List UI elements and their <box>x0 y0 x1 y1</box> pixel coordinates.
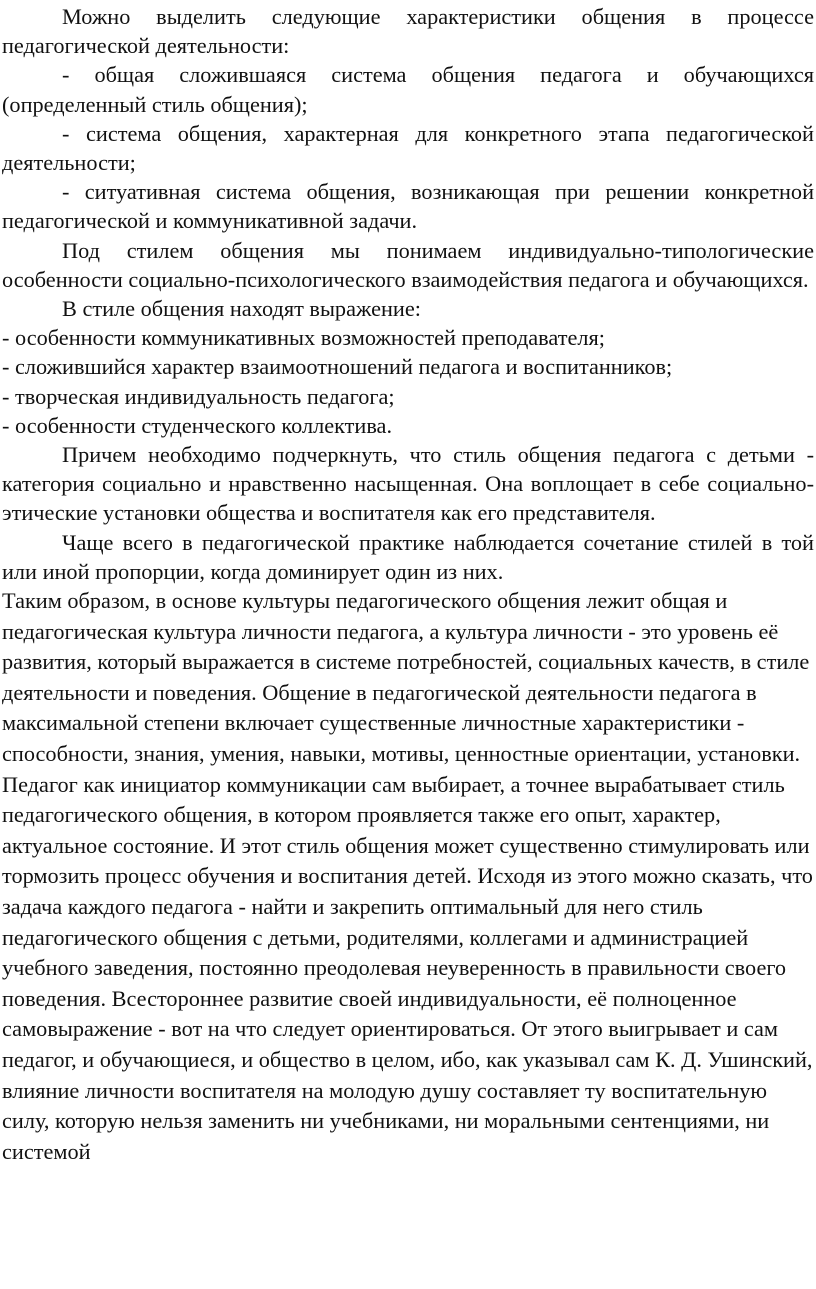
paragraph-characteristic-2: - система общения, характерная для конкретного этапа педагогической деятельности; <box>2 120 814 176</box>
list-item: - творческая индивидуальность педагога; <box>2 383 395 409</box>
expression-list <box>2 323 814 440</box>
paragraph-style-definition: Под стилем общения мы понимаем индивидуально-типологические особенности социально-психологического взаимодействия педагога и обучающихся. <box>2 237 814 292</box>
paragraph-style-expression: В стиле общения находят выражение: <box>62 296 421 322</box>
paragraph-characteristic-1: - общая сложившаяся система общения педагога и обучающихся (определенный стиль общения); <box>2 62 814 117</box>
paragraph-conclusion: Таким образом, в основе культуры педагогического общения лежит общая и педагогическая культура личности педагога, а культура личности - это уровень её развития, который выражается в системе потребностей, социальных качеств, в стиле деятельности и поведения. Общение в педагогической деятельности педагога в максимальной степени включает существенные личностные характеристики - способности, знания, умения, навыки, мотивы, ценностные ориентации, установки. Педагог как инициатор коммуникации сам выбирает, а точнее вырабатывает стиль педагогического общения, в котором проявляется также его опыт, характер, актуальное состояние. И этот стиль общения может существенно стимулировать или тормозить процесс обучения и воспитания детей. Исходя из этого можно сказать, что задача каждого педагога - найти и закрепить оптимальный для него стиль педагогического общения с детьми, родителями, коллегами и администрацией учебного заведения, постоянно преодолевая неуверенность в правильности своего поведения. Всестороннее развитие своей индивидуальности, её полноценное самовыражение - вот на что следует ориентироваться. От этого выигрывает и сам педагог, и обучающиеся, и общество в целом, ибо, как указывал сам К. Д. Ушинский, влияние личности воспитателя на молодую душу составляет ту воспитательную силу, которую нельзя заменить ни учебниками, ни моральными сентенциями, ни системой <box>2 588 813 1164</box>
list-item: - особенности коммуникативных возможностей преподавателя; <box>2 325 605 351</box>
paragraph-style-combination: Чаще всего в педагогической практике наблюдается сочетание стилей в той или иной пропорции, когда доминирует один из них. <box>2 529 814 584</box>
paragraph-intro: Можно выделить следующие характеристики общения в процессе педагогической деятельности: <box>2 4 814 59</box>
list-item: - особенности студенческого коллектива. <box>2 412 393 438</box>
paragraph-moral-category: Причем необходимо подчеркнуть, что стиль общения педагога с детьми - категория социально и нравственно насыщенная. Она воплощает в себе социально-этические установки общества и воспитателя как его представителя. <box>2 442 814 526</box>
paragraph-characteristic-3: - ситуативная система общения, возникающая при решении конкретной педагогической и коммуникативной задачи. <box>2 179 814 234</box>
list-item: - сложившийся характер взаимоотношений педагога и воспитанников; <box>2 354 673 380</box>
